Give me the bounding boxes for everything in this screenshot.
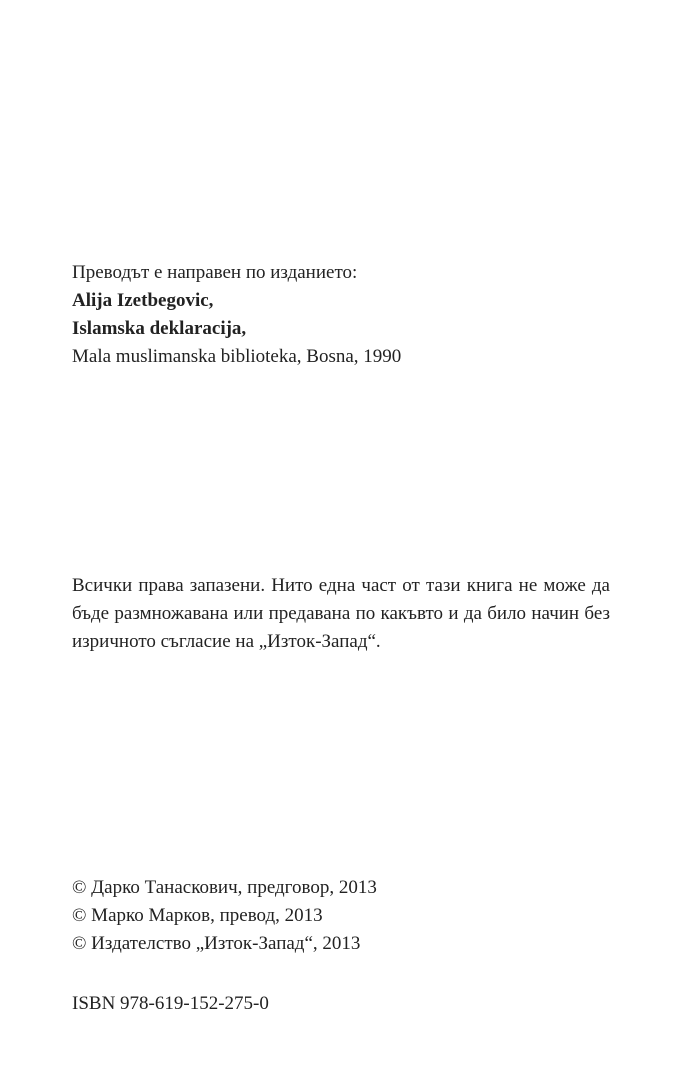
source-publication: Mala muslimanska biblioteka, Bosna, 1990 xyxy=(72,346,402,367)
isbn: ISBN 978-619-152-275-0 xyxy=(72,993,269,1014)
source-intro: Преводът е направен по изданието: xyxy=(72,262,358,283)
rights-notice: Всички права запазени. Нито една част от тази книга не може да бъде размножавана или предавана по какъвто и да било начин без изричното съгласие на „Изток-Запад“. xyxy=(72,575,610,652)
source-edition-block xyxy=(72,259,401,371)
copyright-block xyxy=(72,874,377,958)
copyright-line-foreword: © Дарко Танаскович, предговор, 2013 xyxy=(72,877,377,898)
source-title: Islamska deklaracija, xyxy=(72,318,247,339)
copyright-line-publisher: © Издателство „Изток-Запад“, 2013 xyxy=(72,933,361,954)
copyright-line-translation: © Марко Марков, превод, 2013 xyxy=(72,905,323,926)
source-author: Alija Izetbegovic, xyxy=(72,290,214,311)
